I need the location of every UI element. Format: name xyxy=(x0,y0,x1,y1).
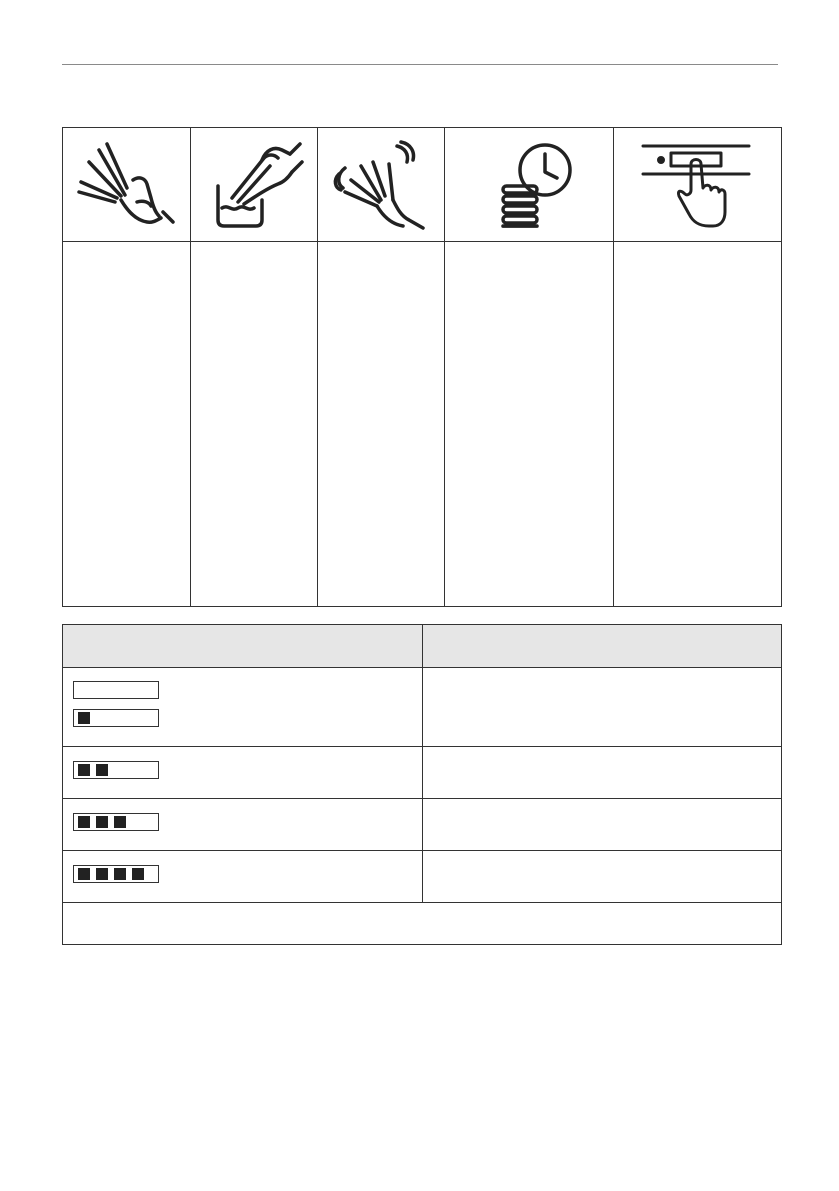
finger-snap-icon-cell xyxy=(63,128,190,241)
row-divider xyxy=(63,798,781,799)
level-table xyxy=(62,624,782,945)
row-divider xyxy=(63,850,781,851)
level-indicator-3 xyxy=(73,813,159,831)
level-segment xyxy=(114,868,126,880)
icon-table-text-cell xyxy=(317,242,444,608)
level-segment xyxy=(78,764,90,776)
level-indicator-0 xyxy=(73,681,159,699)
icon-table-text-cell xyxy=(190,242,317,608)
level-indicator-2 xyxy=(73,761,159,779)
row-divider xyxy=(63,902,781,903)
coins-clock-icon xyxy=(479,140,579,230)
top-rule xyxy=(62,64,778,65)
vibration-hand-icon xyxy=(331,140,431,230)
level-segment xyxy=(114,816,126,828)
row-divider xyxy=(63,746,781,747)
wash-hands-icon-cell xyxy=(190,128,317,241)
icon-table-text-cell xyxy=(63,242,190,608)
level-segment xyxy=(78,816,90,828)
level-segment xyxy=(132,868,144,880)
coins-clock-icon-cell xyxy=(444,128,613,241)
level-segment xyxy=(78,868,90,880)
wash-hands-icon xyxy=(204,140,304,230)
vibration-hand-icon-cell xyxy=(317,128,444,241)
touch-panel-icon-cell xyxy=(613,128,781,241)
finger-snap-icon xyxy=(77,140,177,230)
icon-table-text-cell xyxy=(444,242,613,608)
touch-panel-icon xyxy=(637,140,757,230)
level-indicator-1 xyxy=(73,709,159,727)
level-segment xyxy=(96,816,108,828)
level-segment xyxy=(78,712,90,724)
level-segment xyxy=(96,764,108,776)
icon-table xyxy=(62,127,782,607)
level-segment xyxy=(96,868,108,880)
level-indicator-4 xyxy=(73,865,159,883)
icon-table-text-cell xyxy=(613,242,781,608)
level-table-column-divider xyxy=(422,625,423,902)
